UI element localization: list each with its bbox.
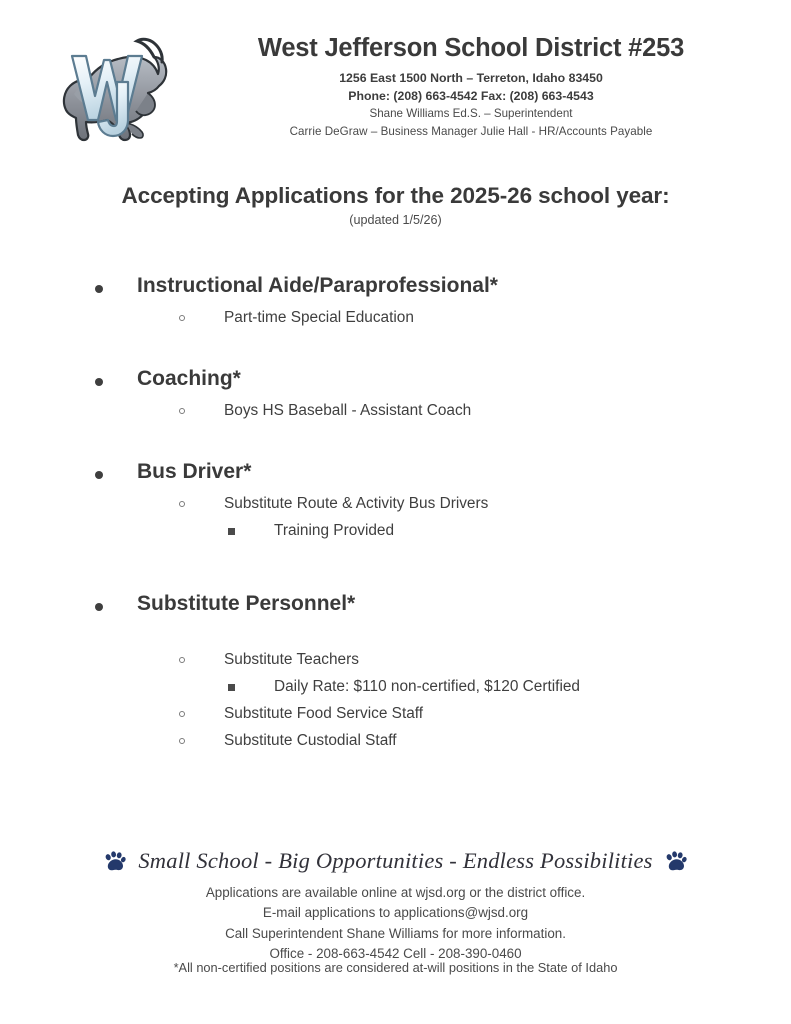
footer-contact-block <box>0 883 791 965</box>
paw-print-icon <box>665 851 687 872</box>
bullet-level2-icon <box>179 501 185 507</box>
bullet-level1-icon <box>95 471 103 479</box>
job-detail-row <box>0 492 791 519</box>
spacer <box>0 426 791 458</box>
document-header <box>0 0 791 170</box>
job-detail: Substitute Route & Activity Bus Drivers <box>224 495 489 512</box>
footer-line-email: E-mail applications to applications@wjsd.org <box>262 905 529 921</box>
header-text-block <box>186 34 756 140</box>
bullet-level2-icon <box>179 738 185 744</box>
job-detail-row <box>0 702 791 729</box>
bullet-level2-icon <box>179 315 185 321</box>
job-subdetail-row <box>0 519 791 546</box>
job-detail: Substitute Food Service Staff <box>224 705 424 722</box>
job-detail: Boys HS Baseball - Assistant Coach <box>224 402 472 419</box>
district-phone-fax: Phone: (208) 663-4542 Fax: (208) 663-4543 <box>348 88 594 103</box>
job-detail-row <box>0 306 791 333</box>
job-title: Substitute Personnel* <box>137 592 356 615</box>
page-title: Accepting Applications for the 2025-26 school year: <box>121 183 670 208</box>
job-title-row <box>0 272 791 306</box>
spacer <box>0 333 791 365</box>
job-detail-row <box>0 399 791 426</box>
district-tagline: Small School - Big Opportunities - Endless Possibilities <box>138 848 653 873</box>
job-title-row <box>0 458 791 492</box>
bullet-level1-icon <box>95 603 103 611</box>
paw-print-icon <box>104 851 126 872</box>
job-group <box>0 590 791 756</box>
district-address: 1256 East 1500 North – Terreton, Idaho 83450 <box>339 71 603 86</box>
job-subdetail: Training Provided <box>274 522 395 539</box>
bullet-level1-icon <box>95 378 103 386</box>
bullet-level2-icon <box>179 408 185 414</box>
bullet-level2-icon <box>179 657 185 663</box>
job-detail: Part-time Special Education <box>224 309 414 326</box>
job-subdetail: Daily Rate: $110 non-certified, $120 Certified <box>274 678 580 695</box>
job-detail-row <box>0 648 791 675</box>
footer-line-call: Call Superintendent Shane Williams for more information. <box>225 925 566 941</box>
bullet-level2-icon <box>179 711 185 717</box>
updated-date: (updated 1/5/26) <box>349 213 442 227</box>
job-title-row <box>0 365 791 399</box>
job-title: Instructional Aide/Paraprofessional* <box>137 274 498 297</box>
spacer <box>0 546 791 590</box>
job-title: Bus Driver* <box>137 460 252 483</box>
document-footer <box>0 848 791 965</box>
footer-line-phones: Office - 208-663-4542 Cell - 208-390-0460 <box>269 946 522 962</box>
job-group <box>0 365 791 426</box>
job-group <box>0 458 791 546</box>
spacer <box>0 624 791 648</box>
footer-line-applications: Applications are available online at wjsd.org or the district office. <box>205 885 586 900</box>
bullet-level3-icon <box>228 684 235 691</box>
superintendent-line: Shane Williams Ed.S. – Superintendent <box>369 107 573 121</box>
bullet-level3-icon <box>228 528 235 535</box>
main-heading-block <box>0 183 791 227</box>
job-detail: Substitute Teachers <box>224 651 359 668</box>
job-openings-list <box>0 272 791 756</box>
staff-line: Carrie DeGraw – Business Manager Julie Hall - HR/Accounts Payable <box>289 124 653 138</box>
job-group <box>0 272 791 333</box>
bullet-level1-icon <box>95 285 103 293</box>
job-title: Coaching* <box>137 367 241 390</box>
job-title-row <box>0 590 791 624</box>
west-jefferson-panther-logo <box>48 24 176 152</box>
district-title: West Jefferson School District #253 <box>257 34 685 62</box>
tagline-row <box>0 848 791 874</box>
job-detail-row <box>0 729 791 756</box>
job-subdetail-row <box>0 675 791 702</box>
job-detail: Substitute Custodial Staff <box>224 732 397 749</box>
at-will-disclaimer: *All non-certified positions are considered at-will positions in the State of Idaho <box>173 960 618 975</box>
